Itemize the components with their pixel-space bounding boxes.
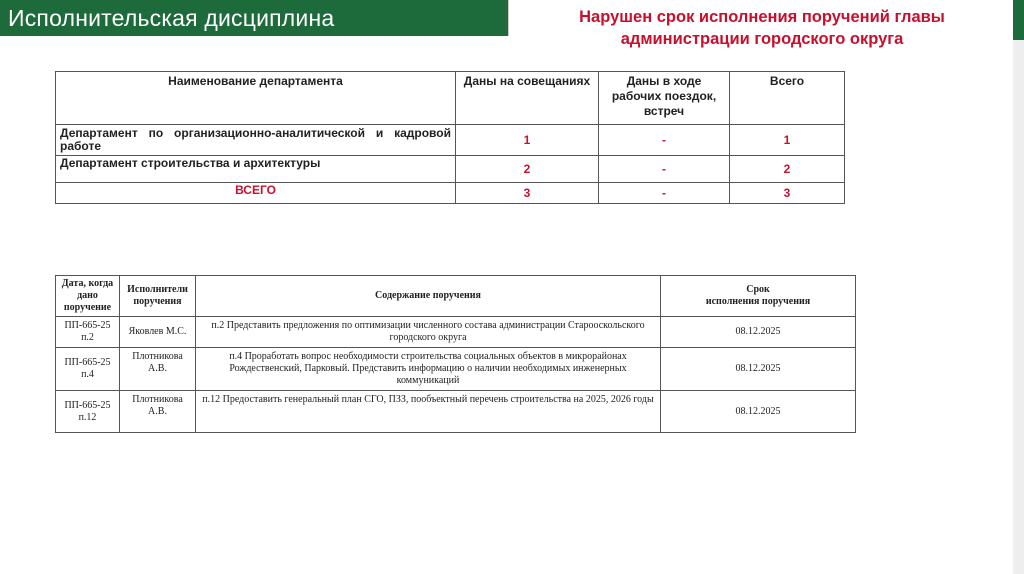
total-meetings: 3 — [456, 183, 599, 204]
meetings-count: 1 — [456, 125, 599, 156]
header-deadline — [661, 276, 856, 317]
header-content: Содержание поручения — [196, 276, 661, 317]
header-deadline-line-2: исполнения поручения — [705, 296, 811, 307]
heading-line-1: Нарушен срок исполнения поручений главы — [579, 8, 945, 26]
slide-heading — [522, 6, 1002, 50]
slide-title: Исполнительская дисциплина — [8, 5, 335, 31]
table-row — [56, 156, 845, 183]
total-label: ВСЕГО — [56, 183, 456, 204]
header-deadline-line-1: Срок — [746, 284, 770, 295]
assignments-table — [55, 275, 856, 433]
assignment-content: п.2 Представить предложения по оптимизации численного состава администрации Старооскольского городского округа — [196, 317, 661, 348]
heading-line-2: администрации городского округа — [620, 30, 904, 48]
total-trips: - — [599, 183, 730, 204]
header-total: Всего — [730, 72, 845, 125]
assignment-deadline: 08.12.2025 — [661, 317, 856, 348]
total-row — [56, 183, 845, 204]
trips-count: - — [599, 125, 730, 156]
total-all: 3 — [730, 183, 845, 204]
table-row — [56, 317, 856, 348]
header-trips: Даны в ходе рабочих поездок, встреч — [599, 72, 730, 125]
summary-table — [55, 71, 845, 204]
assignment-executor: Яковлев М.С. — [120, 317, 196, 348]
department-name: Департамент строительства и архитектуры — [56, 156, 456, 183]
department-name: Департамент по организационно-аналитической и кадровой работе — [56, 125, 456, 156]
assignment-content: п.4 Проработать вопрос необходимости строительства социальных объектов в микрорайонах Рождественский, Парковый. Представить информацию о наличии необходимых инженерных коммуникаций — [196, 348, 661, 391]
assignment-date: ПП-665-25 п.2 — [56, 317, 120, 348]
total-count: 1 — [730, 125, 845, 156]
assignment-date: ПП-665-25 п.12 — [56, 391, 120, 433]
assignment-executor: Плотникова А.В. — [120, 348, 196, 391]
trips-count: - — [599, 156, 730, 183]
title-bar — [0, 0, 509, 36]
assignment-content: п.12 Предоставить генеральный план СГО, ПЗЗ, пообъектный перечень строительства на 2025, 2026 годы — [196, 391, 661, 433]
table-row — [56, 348, 856, 391]
assignments-header-row — [56, 276, 856, 317]
assignment-deadline: 08.12.2025 — [661, 391, 856, 433]
right-accent-bar — [1013, 0, 1024, 574]
total-count: 2 — [730, 156, 845, 183]
table-row — [56, 125, 845, 156]
title-divider — [508, 0, 509, 36]
header-department: Наименование департамента — [56, 72, 456, 125]
meetings-count: 2 — [456, 156, 599, 183]
summary-header-row — [56, 72, 845, 125]
table-row — [56, 391, 856, 433]
header-meetings: Даны на совещаниях — [456, 72, 599, 125]
assignment-executor: Плотникова А.В. — [120, 391, 196, 433]
header-executors: Исполнители поручения — [120, 276, 196, 317]
header-date: Дата, когда дано поручение — [56, 276, 120, 317]
assignment-deadline: 08.12.2025 — [661, 348, 856, 391]
assignment-date: ПП-665-25 п.4 — [56, 348, 120, 391]
